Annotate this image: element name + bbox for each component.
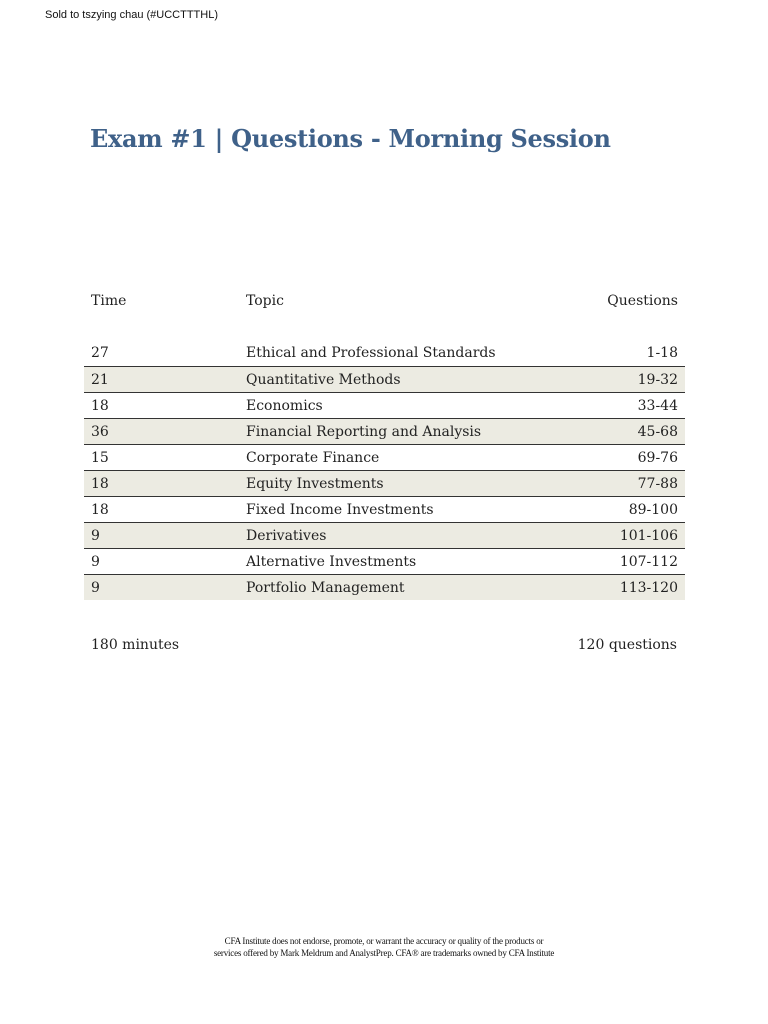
row-questions: 107-112 <box>619 553 678 570</box>
row-topic: Economics <box>246 397 323 414</box>
row-time: 9 <box>91 579 100 596</box>
disclaimer-line: CFA Institute does not endorse, promote, or warrant the accuracy or quality of the products or <box>224 936 544 946</box>
table-row <box>84 444 685 470</box>
table-row <box>84 522 685 548</box>
row-time: 36 <box>91 423 109 440</box>
total-minutes: 180 minutes <box>91 637 180 653</box>
header-time: Time <box>91 293 127 309</box>
row-topic: Financial Reporting and Analysis <box>246 423 482 440</box>
disclaimer-footer <box>0 935 768 959</box>
table-row <box>84 392 685 418</box>
row-questions: 45-68 <box>637 423 678 440</box>
row-questions: 19-32 <box>637 371 678 388</box>
row-questions: 1-18 <box>646 345 678 362</box>
sold-to-notice: Sold to tszying chau (#UCCTTTHL) <box>45 9 218 21</box>
row-topic: Ethical and Professional Standards <box>246 345 496 362</box>
row-time: 15 <box>91 449 109 466</box>
table-row <box>84 574 685 600</box>
row-topic: Derivatives <box>246 527 327 544</box>
row-questions: 113-120 <box>619 579 678 596</box>
table-row <box>84 340 685 366</box>
row-topic: Fixed Income Investments <box>246 501 434 518</box>
table-row <box>84 470 685 496</box>
row-time: 21 <box>91 371 109 388</box>
row-questions: 33-44 <box>637 397 678 414</box>
table-row <box>84 496 685 522</box>
table-row <box>84 366 685 392</box>
row-time: 9 <box>91 553 100 570</box>
totals-row <box>91 637 677 653</box>
row-questions: 77-88 <box>637 475 678 492</box>
disclaimer-line: services offered by Mark Meldrum and AnalystPrep. CFA® are trademarks owned by CFA Institute <box>213 948 555 958</box>
row-questions: 69-76 <box>637 449 678 466</box>
row-questions: 101-106 <box>619 527 678 544</box>
row-time: 27 <box>91 345 109 362</box>
row-topic: Corporate Finance <box>246 449 380 466</box>
row-time: 9 <box>91 527 100 544</box>
page-title: Exam #1 | Questions - Morning Session <box>90 124 611 153</box>
row-time: 18 <box>91 501 109 518</box>
row-topic: Equity Investments <box>246 475 384 492</box>
header-questions: Questions <box>607 293 678 309</box>
exam-topics-table <box>84 288 685 600</box>
total-questions: 120 questions <box>577 637 677 653</box>
row-topic: Quantitative Methods <box>246 371 401 388</box>
row-topic: Portfolio Management <box>246 579 405 596</box>
row-topic: Alternative Investments <box>246 553 417 570</box>
table-row <box>84 548 685 574</box>
header-topic: Topic <box>246 293 284 309</box>
table-row <box>84 418 685 444</box>
row-time: 18 <box>91 397 109 414</box>
row-questions: 89-100 <box>628 501 678 518</box>
table-spacer <box>84 314 685 340</box>
table-header-row <box>84 288 685 314</box>
row-time: 18 <box>91 475 109 492</box>
